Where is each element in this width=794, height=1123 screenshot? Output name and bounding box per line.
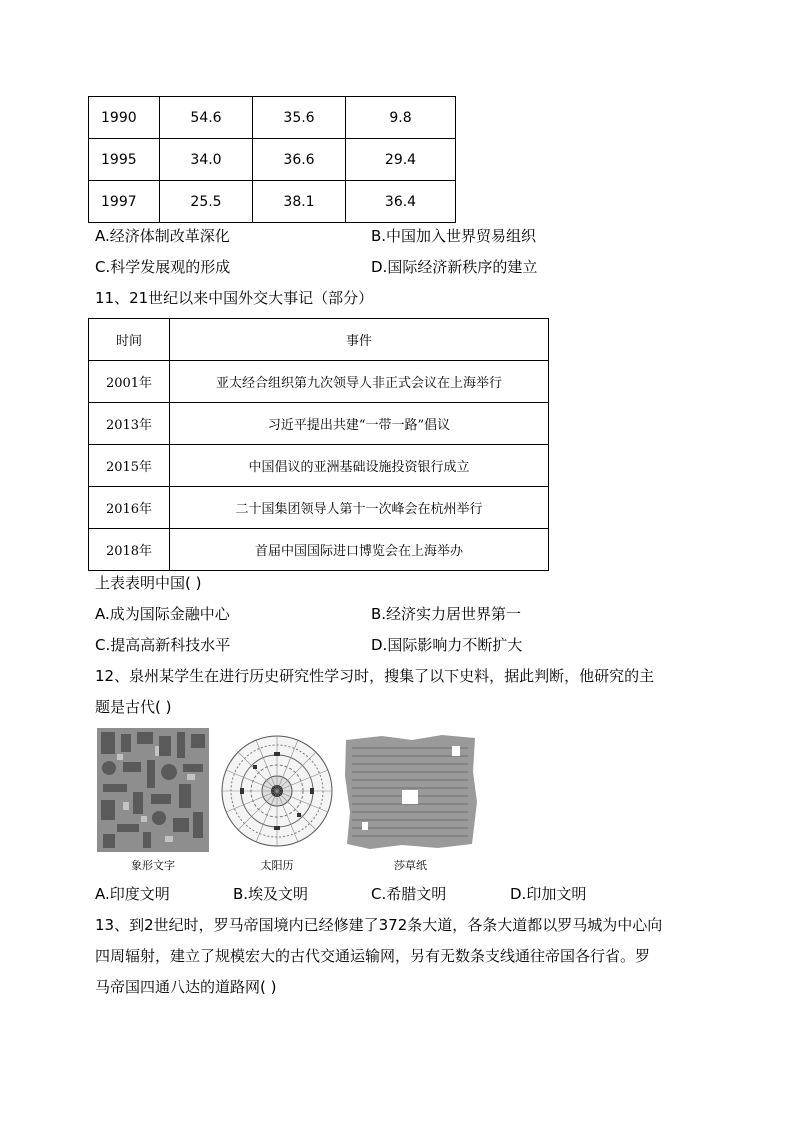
table-row	[89, 403, 549, 445]
question-11-stem: 11、21世纪以来中国外交大事记（部分）	[95, 289, 374, 307]
table-cell: 38.1	[253, 181, 346, 223]
table-cell: 36.4	[346, 181, 456, 223]
option-c[interactable]: C.科学发展观的形成	[95, 258, 231, 276]
table-row	[89, 181, 456, 223]
option-b[interactable]: B.经济实力居世界第一	[371, 605, 522, 623]
table-cell: 2016年	[89, 487, 170, 529]
table-cell: 2001年	[89, 361, 170, 403]
table-cell: 34.0	[160, 139, 253, 181]
option-a[interactable]: A.经济体制改革深化	[95, 227, 230, 245]
table-row	[89, 487, 549, 529]
table-cell: 35.6	[253, 97, 346, 139]
table-cell: 2015年	[89, 445, 170, 487]
table-row	[89, 529, 549, 571]
option-a[interactable]: A.印度文明	[95, 885, 170, 903]
diplomacy-table	[88, 318, 549, 571]
table-header-row	[89, 319, 549, 361]
option-b[interactable]: B.埃及文明	[233, 885, 309, 903]
option-a[interactable]: A.成为国际金融中心	[95, 605, 230, 623]
option-c[interactable]: C.希腊文明	[371, 885, 447, 903]
table-cell: 1990	[89, 97, 160, 139]
caption-solar-calendar: 太阳历	[260, 859, 294, 872]
question-13-stem-line3: 马帝国四通八达的道路网( )	[95, 978, 277, 996]
table-cell: 1997	[89, 181, 160, 223]
option-d[interactable]: D.国际影响力不断扩大	[371, 636, 523, 654]
solar-calendar-image	[220, 732, 334, 850]
table-cell: 习近平提出共建“一带一路”倡议	[170, 403, 549, 445]
table-cell: 54.6	[160, 97, 253, 139]
table-cell: 2018年	[89, 529, 170, 571]
table-header-cell: 时间	[89, 319, 170, 361]
table-cell: 二十国集团领导人第十一次峰会在杭州举行	[170, 487, 549, 529]
question-12-stem-line2: 题是古代( )	[95, 698, 172, 716]
question-13-stem-line2: 四周辐射，建立了规模宏大的古代交通运输网，另有无数条支线通往帝国各行省。罗	[95, 947, 651, 965]
hieroglyphs-image	[97, 728, 209, 852]
option-d[interactable]: D.印加文明	[510, 885, 587, 903]
table-cell: 9.8	[346, 97, 456, 139]
data-table	[88, 96, 456, 223]
table-cell: 25.5	[160, 181, 253, 223]
question-11-prompt: 上表表明中国( )	[95, 574, 202, 592]
table-cell: 36.6	[253, 139, 346, 181]
option-d[interactable]: D.国际经济新秩序的建立	[371, 258, 538, 276]
table-row	[89, 361, 549, 403]
table-cell: 首届中国国际进口博览会在上海举办	[170, 529, 549, 571]
caption-hieroglyphs: 象形文字	[131, 859, 175, 872]
caption-papyrus: 莎草纸	[394, 859, 427, 872]
table-cell: 亚太经合组织第九次领导人非正式会议在上海举行	[170, 361, 549, 403]
option-b[interactable]: B.中国加入世界贸易组织	[371, 227, 537, 245]
table-cell: 中国倡议的亚洲基础设施投资银行成立	[170, 445, 549, 487]
table-row	[89, 445, 549, 487]
question-13-stem-line1: 13、到2世纪时，罗马帝国境内已经修建了372条大道，各条大道都以罗马城为中心向	[95, 916, 663, 934]
papyrus-image	[342, 732, 479, 852]
option-c[interactable]: C.提高高新科技水平	[95, 636, 231, 654]
table-cell: 29.4	[346, 139, 456, 181]
question-12-stem-line1: 12、泉州某学生在进行历史研究性学习时，搜集了以下史料，据此判断，他研究的主	[95, 667, 655, 685]
table-row	[89, 139, 456, 181]
table-cell: 2013年	[89, 403, 170, 445]
table-cell: 1995	[89, 139, 160, 181]
table-row	[89, 97, 456, 139]
table-header-cell: 事件	[170, 319, 549, 361]
